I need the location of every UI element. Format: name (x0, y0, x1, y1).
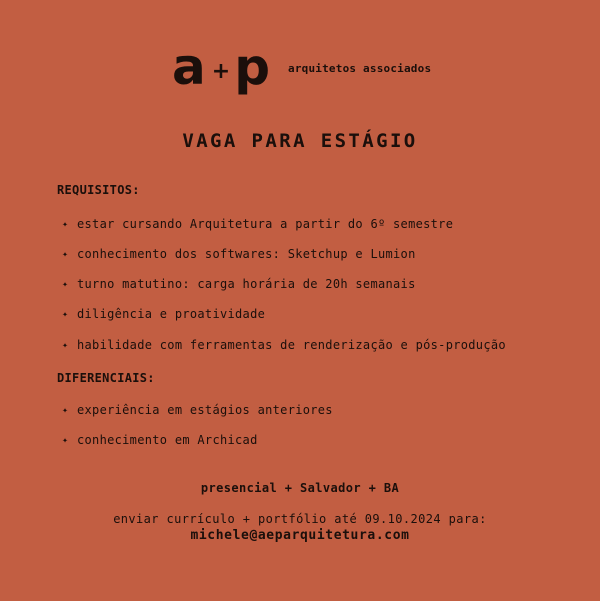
logo-letter-a: a (172, 38, 206, 96)
requisito-text: estar cursando Arquitetura a partir do 6º semestre (77, 217, 454, 231)
company-logo (172, 38, 270, 96)
diferenciais-heading: DIFERENCIAIS: (57, 371, 155, 385)
requisito-text: conhecimento dos softwares: Sketchup e Lumion (77, 247, 416, 261)
requisitos-heading: REQUISITOS: (57, 183, 140, 197)
sparkle-bullet-icon: ✦ (62, 434, 69, 446)
diferencial-item (62, 433, 258, 447)
sparkle-bullet-icon: ✦ (62, 339, 69, 351)
sparkle-bullet-icon: ✦ (62, 218, 69, 230)
requisito-item (62, 277, 416, 291)
diferencial-text: experiência em estágios anteriores (77, 403, 333, 417)
requisito-item (62, 247, 416, 261)
contact-email[interactable]: michele@aeparquitetura.com (190, 528, 410, 543)
requisito-item (62, 217, 453, 231)
location-info: presencial + Salvador + BA (200, 481, 400, 495)
sparkle-bullet-icon: ✦ (62, 404, 69, 416)
requisito-item (62, 307, 265, 321)
logo-letter-p: p (234, 38, 270, 96)
requisito-text: habilidade com ferramentas de renderização e pós-produção (77, 338, 506, 352)
requisito-item (62, 338, 506, 352)
page-title: VAGA PARA ESTÁGIO (182, 130, 418, 152)
logo-tagline: arquitetos associados (288, 62, 432, 75)
requisito-text: turno matutino: carga horária de 20h semanais (77, 277, 416, 291)
application-instruction: enviar currículo + portfólio até 09.10.2024 para: (113, 512, 487, 526)
diferencial-text: conhecimento em Archicad (77, 433, 258, 447)
requisito-text: diligência e proatividade (77, 307, 266, 321)
logo-plus: + (211, 59, 231, 84)
diferencial-item (62, 403, 333, 417)
sparkle-bullet-icon: ✦ (62, 278, 69, 290)
sparkle-bullet-icon: ✦ (62, 308, 69, 320)
sparkle-bullet-icon: ✦ (62, 248, 69, 260)
